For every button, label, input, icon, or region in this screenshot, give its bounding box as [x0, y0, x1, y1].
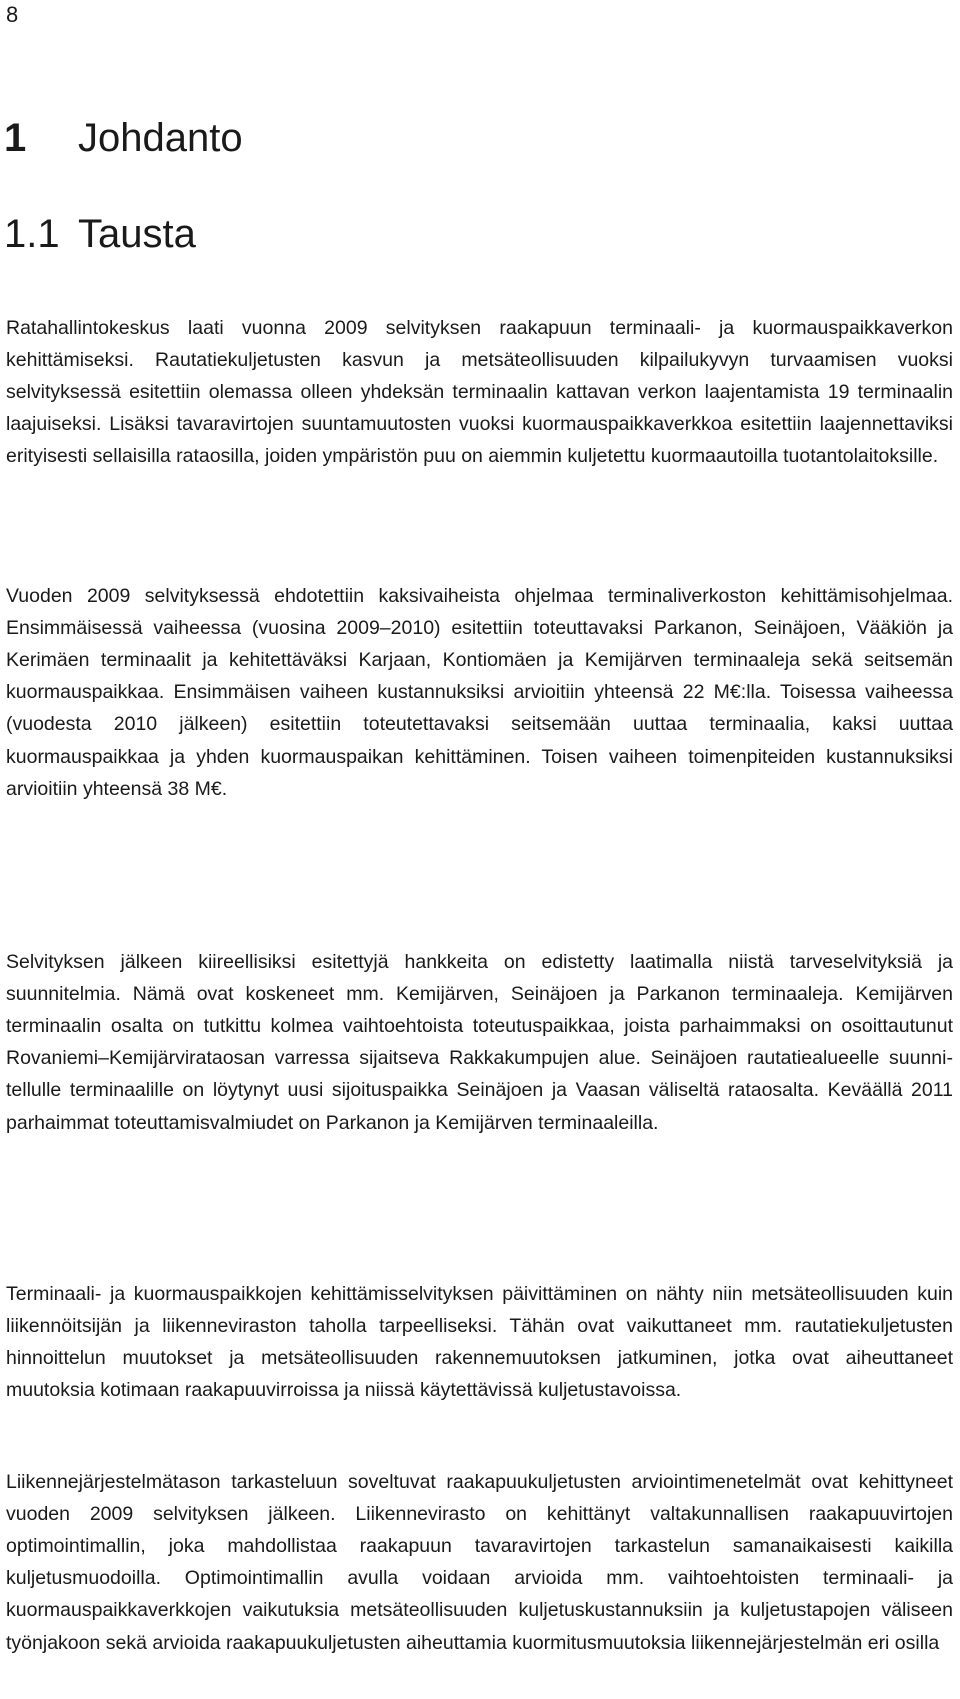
chapter-number: 1 — [4, 116, 27, 160]
body-paragraph: Vuoden 2009 selvityksessä ehdotettiin kaksivaiheista ohjelmaa terminaliverkoston kehittämisohjelmaa. Ensimmäisessä vaiheessa (vuosina 2009–2010) esitettiin toteuttavaksi Parkanon, Seinäjoen, Vääkiön ja Kerimäen terminaalit ja kehitettäväksi Karjaan, Kontiomäen ja Kemijärven terminaaleja sekä seitsemän kuormauspaikkaa. Ensimmäisen vaiheen kustannuksiksi arvioitiin yhteensä 22 M€:lla. Toisessa vaiheessa (vuodesta 2010 jälkeen) esitettiin toteutettavaksi seitsemään uuttaa terminaalia, kaksi uuttaa kuormauspaikkaa ja yhden kuormauspaikan kehittäminen. Toisen vaiheen toimenpiteiden kustannuksiksi arvioitiin yhteensä 38 M€. — [6, 584, 953, 800]
chapter-title: Johdanto — [78, 116, 243, 160]
body-paragraph: Ratahallintokeskus laati vuonna 2009 selvityksen raakapuun terminaali- ja kuormauspaikkaverkon kehittämiseksi. Rautatiekuljetusten kasvun ja metsäteollisuuden kilpailukyvyn turvaamisen vuoksi selvityksessä esitettiin olemassa olleen yhdeksän terminaalin kattavan verkon laajentamista 19 terminaalin laajuiseksi. Lisäksi tavaravirtojen suuntamuutosten vuoksi kuormauspaikkaverkkoa esitettiin laajennettaviksi erityisesti sellaisilla rataosilla, joiden ympäristön puu on aiemmin kuljetettu kuormaautoilla tuotantolaitoksille. — [6, 316, 953, 468]
section-number: 1.1 — [4, 212, 60, 256]
section-heading — [4, 208, 196, 260]
section-title: Tausta — [78, 212, 196, 256]
body-paragraph: Terminaali- ja kuormauspaikkojen kehittämisselvityksen päivittäminen on nähty niin metsäteollisuuden kuin liikennöitsijän ja liikenneviraston taholla tarpeelliseksi. Tähän ovat vaikuttaneet mm. rautatiekuljetusten hinnoittelun muutokset ja metsäteollisuuden rakennemuutoksen jatkuminen, jotka ovat aiheuttaneet muutoksia kotimaan raakapuuvirroissa ja niissä käytettävissä kuljetustavoissa. — [6, 1282, 953, 1402]
page-number: 8 — [6, 2, 19, 27]
body-paragraph: Selvityksen jälkeen kiireellisiksi esitettyjä hankkeita on edistetty laatimalla niistä tarveselvityksiä ja suunnitelmia. Nämä ovat koskeneet mm. Kemijärven, Seinäjoen ja Parkanon terminaaleja. Kemijärven terminaalin osalta on tutkittu kolmea vaihtoehtoista toteutuspaikkaa, joista parhaimmaksi on osoittautunut Rovaniemi–Kemijärvirataosan varressa sijaitseva Rakkakumpujen alue. Seinäjoen rautatiealueelle suunnitellulle terminaalille on löytynyt uusi sijoituspaikka Seinäjoen ja Vaasan väliseltä rataosalta. Keväällä 2011 parhaimmat toteuttamisvalmiudet on Parkanon ja Kemijärven terminaaleilla. — [6, 950, 953, 1134]
body-paragraph: Liikennejärjestelmätason tarkasteluun soveltuvat raakapuukuljetusten arviointimenetelmät ovat kehittyneet vuoden 2009 selvityksen jälkeen. Liikennevirasto on kehittänyt valtakunnallisen raakapuuvirtojen optimointimallin, joka mahdollistaa raakapuun tavaravirtojen tarkastelun samanaikaisesti kaikilla kuljetusmuodoilla. Optimointimallin avulla voidaan arvioida mm. vaihtoehtoisten terminaali- ja kuormauspaikkaverkkojen vaikutuksia metsäteollisuuden kuljetuskustannuksiin ja kuljetustapojen väliseen työnjakoon sekä arvioida raakapuukuljetusten aiheuttamia kuormitusmuutoksia liikennejärjestelmän eri osilla — [6, 1470, 953, 1654]
chapter-heading — [4, 112, 243, 164]
